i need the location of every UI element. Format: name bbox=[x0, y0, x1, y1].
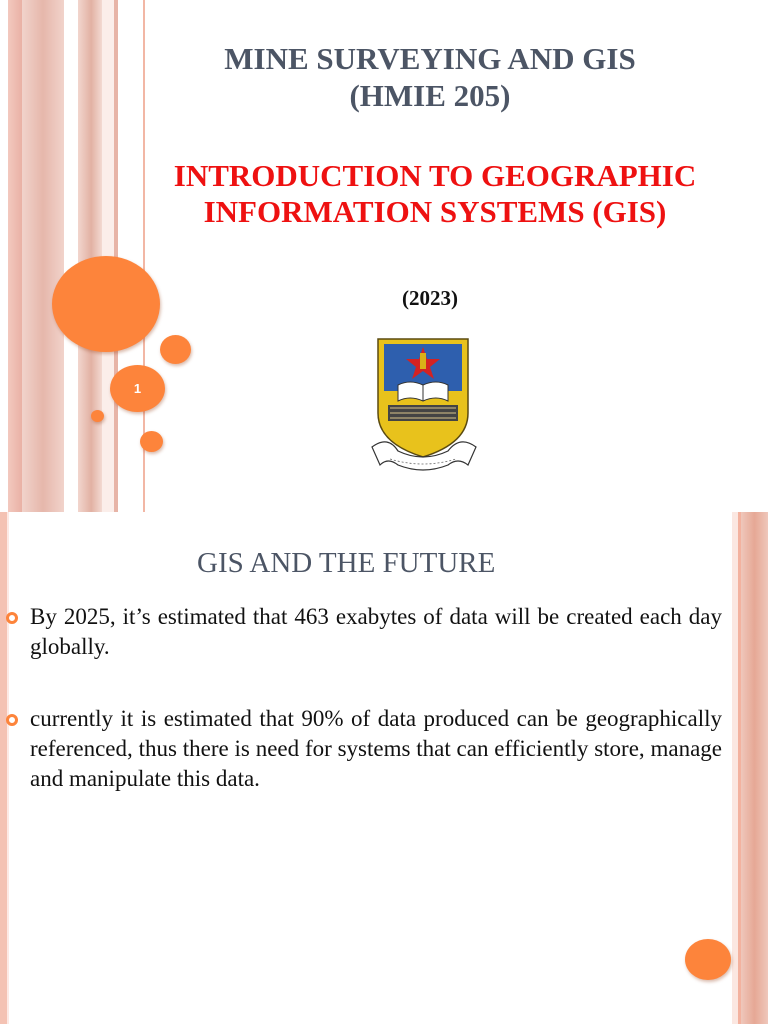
decor-stripe bbox=[741, 512, 768, 1024]
bullet-list bbox=[30, 602, 722, 794]
university-crest-icon bbox=[368, 335, 480, 480]
lecture-title-line1: INTRODUCTION TO GEOGRAPHIC bbox=[173, 158, 697, 193]
slide-number: 1 bbox=[133, 381, 142, 396]
lecture-title-line2: INFORMATION SYSTEMS (GIS) bbox=[203, 194, 667, 229]
decor-circle-tiny bbox=[91, 410, 104, 422]
course-title bbox=[150, 40, 710, 114]
decor-circle-medium bbox=[160, 335, 191, 364]
decor-stripe bbox=[64, 0, 78, 512]
decor-stripe bbox=[8, 0, 22, 512]
hollow-circle-bullet-icon bbox=[6, 612, 18, 624]
decor-stripe bbox=[22, 0, 64, 512]
list-item bbox=[30, 704, 722, 794]
content-slide bbox=[0, 512, 768, 1024]
list-item bbox=[30, 602, 722, 662]
course-code: (HMIE 205) bbox=[349, 78, 511, 113]
bullet-text: currently it is estimated that 90% of data produced can be geographically referenced, thus there is need for systems that can efficiently store, manage and manipulate this data. bbox=[30, 706, 722, 791]
bullet-text: By 2025, it’s estimated that 463 exabytes of data will be created each day globally. bbox=[30, 604, 722, 659]
course-title-line1: MINE SURVEYING AND GIS bbox=[224, 41, 636, 76]
hollow-circle-bullet-icon bbox=[6, 714, 18, 726]
decor-stripe bbox=[0, 512, 7, 1024]
lecture-title bbox=[140, 158, 730, 230]
slide-title: GIS AND THE FUTURE bbox=[197, 547, 496, 579]
decor-circle-small bbox=[140, 431, 163, 452]
slide-number-badge bbox=[110, 365, 165, 412]
decor-circle-large bbox=[52, 256, 160, 352]
decor-circle-bottom bbox=[685, 939, 731, 980]
decor-stripe bbox=[0, 0, 8, 512]
year-label: (2023) bbox=[402, 286, 458, 310]
decor-stripe bbox=[7, 512, 9, 1024]
